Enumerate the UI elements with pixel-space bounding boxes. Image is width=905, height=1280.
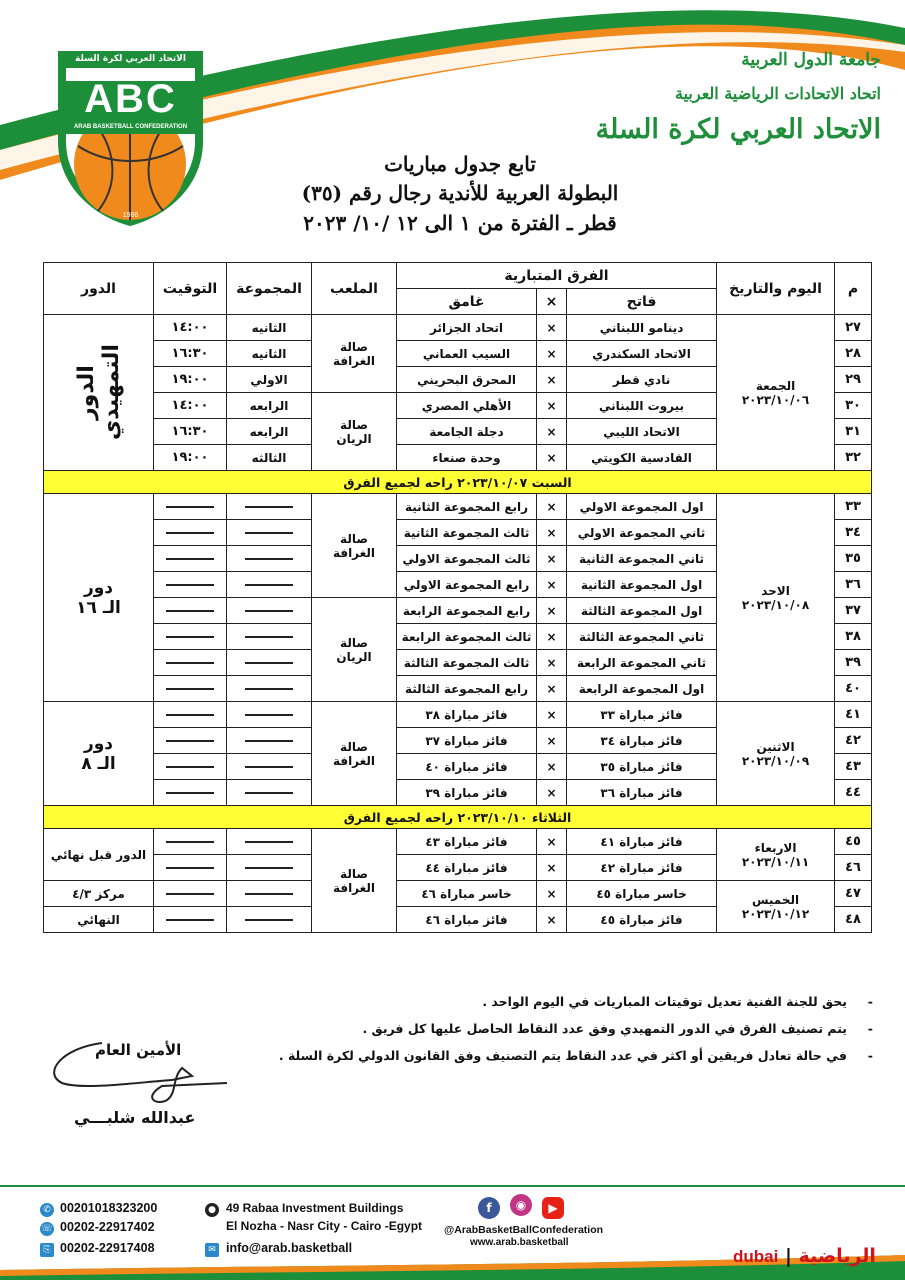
away-team: فائز مباراة ٤٣ bbox=[397, 829, 537, 855]
vs-mark: × bbox=[537, 676, 567, 702]
table-row bbox=[44, 494, 872, 520]
home-team: خاسر مباراة ٤٥ bbox=[567, 881, 717, 907]
org-basketball-confederation: الاتحاد العربي لكرة السلة bbox=[595, 114, 881, 145]
time-tbd bbox=[154, 907, 227, 933]
day-name: الاثنين bbox=[756, 739, 795, 754]
championship-title: البطولة العربية للأندية رجال رقم (٣٥) bbox=[301, 181, 619, 205]
venue-line2: الريان bbox=[336, 649, 372, 664]
vs-mark: × bbox=[537, 780, 567, 806]
match-num: ٣٦ bbox=[835, 572, 872, 598]
home-team: اول المجموعة الرابعة bbox=[567, 676, 717, 702]
phone-icon: ✆ bbox=[40, 1203, 54, 1217]
venue-gharafa bbox=[312, 494, 397, 598]
group: الثانيه bbox=[227, 315, 312, 341]
round-prelim bbox=[44, 315, 154, 471]
home-team: فائز مباراة ٣٥ bbox=[567, 754, 717, 780]
time: ١٦:٣٠ bbox=[154, 341, 227, 367]
away-team: خاسر مباراة ٤٦ bbox=[397, 881, 537, 907]
group-tbd bbox=[227, 780, 312, 806]
away-team: السيب العماني bbox=[397, 341, 537, 367]
round-8 bbox=[44, 702, 154, 806]
away-team: فائز مباراة ٤٠ bbox=[397, 754, 537, 780]
match-num: ٤٥ bbox=[835, 829, 872, 855]
venue-line1: صالة bbox=[340, 417, 368, 432]
away-team: فائز مباراة ٣٧ bbox=[397, 728, 537, 754]
away-team: دجلة الجامعة bbox=[397, 419, 537, 445]
vs-mark: × bbox=[537, 728, 567, 754]
rest-day-row bbox=[44, 471, 872, 494]
group-tbd bbox=[227, 855, 312, 881]
vs-mark: × bbox=[537, 881, 567, 907]
youtube-icon[interactable]: ▶ bbox=[542, 1197, 564, 1219]
away-team: فائز مباراة ٤٦ bbox=[397, 907, 537, 933]
day-name: الخميس bbox=[751, 892, 800, 907]
group-tbd bbox=[227, 624, 312, 650]
time-tbd bbox=[154, 598, 227, 624]
vs-mark: × bbox=[537, 546, 567, 572]
match-num: ٤٧ bbox=[835, 881, 872, 907]
vs-mark: × bbox=[537, 650, 567, 676]
col-time: التوقيت bbox=[154, 263, 227, 315]
match-num: ٢٨ bbox=[835, 341, 872, 367]
period-title: قطر ـ الفترة من ١ الى ١٢ /١٠/ ٢٠٢٣ bbox=[303, 211, 617, 235]
time-tbd bbox=[154, 572, 227, 598]
match-num: ٣٢ bbox=[835, 445, 872, 471]
vs-mark: × bbox=[537, 702, 567, 728]
home-team: ثاني المجموعة الاولي bbox=[567, 520, 717, 546]
col-group: المجموعة bbox=[227, 263, 312, 315]
match-num: ٣٨ bbox=[835, 624, 872, 650]
table-row bbox=[44, 702, 872, 728]
day-wednesday bbox=[717, 829, 835, 881]
match-num: ٣٠ bbox=[835, 393, 872, 419]
logo-year-text: 1966 bbox=[122, 212, 139, 219]
address-line1: 49 Rabaa Investment Buildings bbox=[226, 1201, 404, 1215]
home-team: الاتحاد الليبي bbox=[567, 419, 717, 445]
header-row bbox=[44, 263, 872, 289]
venue-line1: صالة bbox=[340, 635, 368, 650]
day-date: ٢٠٢٣/١٠/١٢ bbox=[741, 906, 810, 921]
home-team: الاتحاد السكندري bbox=[567, 341, 717, 367]
away-team: فائز مباراة ٤٤ bbox=[397, 855, 537, 881]
home-team: اول المجموعة الثالثة bbox=[567, 598, 717, 624]
home-team: فائز مباراة ٣٣ bbox=[567, 702, 717, 728]
match-num: ٣٤ bbox=[835, 520, 872, 546]
location-icon: ● bbox=[205, 1203, 219, 1217]
match-num: ٤١ bbox=[835, 702, 872, 728]
away-team: رابع المجموعة الثالثة bbox=[397, 676, 537, 702]
group-tbd bbox=[227, 881, 312, 907]
home-team: نادي قطر bbox=[567, 367, 717, 393]
phone-2: 00202-22917402 bbox=[60, 1220, 155, 1234]
home-team: القادسية الكويتي bbox=[567, 445, 717, 471]
note-item: - في حالة تعادل فريقين أو اكثر في عدد النقاط يتم التصنيف وفق القانون الدولي لكرة السلة . bbox=[247, 1048, 847, 1063]
round-label: الـ ١٦ bbox=[76, 597, 121, 618]
col-round: الدور bbox=[44, 263, 154, 315]
schedule-table bbox=[43, 262, 872, 933]
col-vs: × bbox=[537, 289, 567, 315]
away-team: فائز مباراة ٣٩ bbox=[397, 780, 537, 806]
match-num: ٣٩ bbox=[835, 650, 872, 676]
match-num: ٤٢ bbox=[835, 728, 872, 754]
match-num: ٤٨ bbox=[835, 907, 872, 933]
email-address[interactable]: info@arab.basketball bbox=[226, 1241, 353, 1255]
vs-mark: × bbox=[537, 572, 567, 598]
round-label: دور bbox=[83, 577, 114, 598]
match-num: ٤٠ bbox=[835, 676, 872, 702]
away-team: ثالث المجموعة الرابعة bbox=[397, 624, 537, 650]
away-team: وحدة صنعاء bbox=[397, 445, 537, 471]
signature-name: عبدالله شلبـــي bbox=[74, 1108, 196, 1127]
home-team: ثاني المجموعة الثانية bbox=[567, 546, 717, 572]
dubai-sports-logo: الرياضية | dubai bbox=[733, 1245, 876, 1267]
group: الثالثه bbox=[227, 445, 312, 471]
vs-mark: × bbox=[537, 419, 567, 445]
round-label: الـ ٨ bbox=[81, 753, 116, 774]
group: الاولي bbox=[227, 367, 312, 393]
time-tbd bbox=[154, 780, 227, 806]
round-label: الدور التمهيدي bbox=[73, 344, 124, 441]
group-tbd bbox=[227, 598, 312, 624]
group: الثانيه bbox=[227, 341, 312, 367]
venue-line1: صالة bbox=[340, 531, 368, 546]
table-row bbox=[44, 881, 872, 907]
col-winner: فاتح bbox=[567, 289, 717, 315]
away-team: ثالث المجموعة الثالثة bbox=[397, 650, 537, 676]
round-label: دور bbox=[83, 733, 114, 754]
venue-line2: الغرافة bbox=[332, 880, 376, 895]
vs-mark: × bbox=[537, 315, 567, 341]
confederation-logo bbox=[48, 46, 213, 228]
day-name: الجمعة bbox=[755, 378, 796, 393]
venue-rayyan bbox=[312, 598, 397, 702]
col-dark: غامق bbox=[397, 289, 537, 315]
time-tbd bbox=[154, 624, 227, 650]
org-sports-federations: اتحاد الاتحادات الرياضية العربية bbox=[675, 84, 881, 103]
table-row bbox=[44, 829, 872, 855]
day-date: ٢٠٢٣/١٠/٠٦ bbox=[741, 392, 810, 407]
home-team: فائز مباراة ٣٤ bbox=[567, 728, 717, 754]
group-tbd bbox=[227, 546, 312, 572]
round-final: النهائي bbox=[44, 907, 154, 933]
group-tbd bbox=[227, 728, 312, 754]
group-tbd bbox=[227, 494, 312, 520]
page-title: تابع جدول مباريات bbox=[384, 152, 536, 176]
time-tbd bbox=[154, 546, 227, 572]
phone-1: 00201018323200 bbox=[60, 1201, 158, 1215]
match-num: ٤٣ bbox=[835, 754, 872, 780]
round-semi: الدور قبل نهائي bbox=[44, 829, 154, 881]
group-tbd bbox=[227, 754, 312, 780]
venue-line1: صالة bbox=[340, 339, 368, 354]
match-num: ٢٧ bbox=[835, 315, 872, 341]
round-16 bbox=[44, 494, 154, 702]
org-arab-league: جامعة الدول العربية bbox=[741, 50, 881, 70]
venue-gharafa bbox=[312, 829, 397, 933]
match-num: ٢٩ bbox=[835, 367, 872, 393]
vs-mark: × bbox=[537, 494, 567, 520]
col-venue: الملعب bbox=[312, 263, 397, 315]
home-team: اول المجموعة الاولي bbox=[567, 494, 717, 520]
time-tbd bbox=[154, 829, 227, 855]
match-num: ٤٦ bbox=[835, 855, 872, 881]
group: الرابعه bbox=[227, 393, 312, 419]
match-num: ٣١ bbox=[835, 419, 872, 445]
group-tbd bbox=[227, 650, 312, 676]
rest-day-label: السبت ٢٠٢٣/١٠/٠٧ راحه لجميع الفرق bbox=[44, 471, 872, 494]
vs-mark: × bbox=[537, 754, 567, 780]
vs-mark: × bbox=[537, 829, 567, 855]
venue-line1: صالة bbox=[340, 866, 368, 881]
away-team: الأهلي المصري bbox=[397, 393, 537, 419]
home-team: فائز مباراة ٤١ bbox=[567, 829, 717, 855]
day-thursday bbox=[717, 881, 835, 933]
website[interactable]: www.arab.basketball bbox=[470, 1237, 569, 1248]
col-teams: الفرق المتبارية bbox=[397, 263, 717, 289]
away-team: فائز مباراة ٣٨ bbox=[397, 702, 537, 728]
day-monday bbox=[717, 702, 835, 806]
time: ١٩:٠٠ bbox=[154, 445, 227, 471]
day-sunday bbox=[717, 494, 835, 702]
time-tbd bbox=[154, 520, 227, 546]
time-tbd bbox=[154, 855, 227, 881]
time: ١٤:٠٠ bbox=[154, 315, 227, 341]
home-team: فائز مباراة ٤٢ bbox=[567, 855, 717, 881]
rest-day-row bbox=[44, 806, 872, 829]
vs-mark: × bbox=[537, 907, 567, 933]
home-team: دينامو اللبناني bbox=[567, 315, 717, 341]
fax-icon: ⎘ bbox=[40, 1243, 54, 1257]
vs-mark: × bbox=[537, 855, 567, 881]
time-tbd bbox=[154, 676, 227, 702]
group-tbd bbox=[227, 829, 312, 855]
rest-day-label: الثلاثاء ٢٠٢٣/١٠/١٠ راحه لجميع الفرق bbox=[44, 806, 872, 829]
telephone-icon: ☏ bbox=[41, 1224, 53, 1234]
day-name: الاحد bbox=[761, 583, 790, 598]
match-num: ٣٥ bbox=[835, 546, 872, 572]
venue-gharafa bbox=[312, 702, 397, 806]
venue-line1: صالة bbox=[340, 739, 368, 754]
address-line2: El Nozha - Nasr City - Cairo -Egypt bbox=[226, 1219, 423, 1233]
day-date: ٢٠٢٣/١٠/٠٨ bbox=[741, 597, 810, 612]
vs-mark: × bbox=[537, 520, 567, 546]
time-tbd bbox=[154, 494, 227, 520]
note-item: - يتم تصنيف الفرق في الدور التمهيدي وفق عدد النقاط الحاصل عليها كل فريق . bbox=[247, 1021, 847, 1036]
col-num: م bbox=[835, 263, 872, 315]
away-team: رابع المجموعة الرابعة bbox=[397, 598, 537, 624]
group-tbd bbox=[227, 907, 312, 933]
away-team: المحرق البحريني bbox=[397, 367, 537, 393]
home-team: فائز مباراة ٤٥ bbox=[567, 907, 717, 933]
vs-mark: × bbox=[537, 341, 567, 367]
brand-latin: dubai bbox=[733, 1247, 779, 1266]
venue-gharafa bbox=[312, 315, 397, 393]
away-team: رابع المجموعة الاولي bbox=[397, 572, 537, 598]
time: ١٦:٣٠ bbox=[154, 419, 227, 445]
signature-scribble bbox=[42, 1028, 232, 1108]
logo-abc-text: ABC bbox=[84, 77, 177, 121]
group: الرابعه bbox=[227, 419, 312, 445]
home-team: ثاني المجموعة الرابعة bbox=[567, 650, 717, 676]
vs-mark: × bbox=[537, 624, 567, 650]
venue-line2: الريان bbox=[336, 431, 372, 446]
signature-title: الأمين العام bbox=[95, 1041, 182, 1059]
notes-list bbox=[247, 994, 847, 1075]
away-team: رابع المجموعة الثانية bbox=[397, 494, 537, 520]
col-day-date: اليوم والتاريخ bbox=[717, 263, 835, 315]
round-third: مركز ٤/٣ bbox=[44, 881, 154, 907]
day-friday bbox=[717, 315, 835, 471]
venue-line2: الغرافة bbox=[332, 753, 376, 768]
note-item: - يحق للجنة الفنية تعديل توقيتات المباريات في اليوم الواحد . bbox=[247, 994, 847, 1009]
vs-mark: × bbox=[537, 598, 567, 624]
social-handle[interactable]: @ArabBasketBallConfederation bbox=[444, 1224, 604, 1236]
logo-english-text: ARAB BASKETBALL CONFEDERATION bbox=[73, 124, 188, 130]
time-tbd bbox=[154, 728, 227, 754]
vs-mark: × bbox=[537, 393, 567, 419]
brand-arabic: الرياضية bbox=[798, 1245, 876, 1267]
time: ١٤:٠٠ bbox=[154, 393, 227, 419]
away-team: ثالث المجموعة الثانية bbox=[397, 520, 537, 546]
venue-line2: الغرافة bbox=[332, 545, 376, 560]
home-team: اول المجموعة الثانية bbox=[567, 572, 717, 598]
home-team: فائز مباراة ٣٦ bbox=[567, 780, 717, 806]
venue-line2: الغرافة bbox=[332, 353, 376, 368]
group-tbd bbox=[227, 572, 312, 598]
instagram-icon[interactable]: ◉ bbox=[510, 1194, 532, 1216]
day-date: ٢٠٢٣/١٠/٠٩ bbox=[741, 753, 810, 768]
match-num: ٤٤ bbox=[835, 780, 872, 806]
match-num: ٣٣ bbox=[835, 494, 872, 520]
time: ١٩:٠٠ bbox=[154, 367, 227, 393]
day-date: ٢٠٢٣/١٠/١١ bbox=[741, 854, 810, 869]
facebook-icon[interactable]: f bbox=[478, 1197, 500, 1219]
day-name: الاربعاء bbox=[754, 840, 797, 855]
vs-mark: × bbox=[537, 367, 567, 393]
table-row bbox=[44, 315, 872, 341]
time-tbd bbox=[154, 650, 227, 676]
home-team: ثاني المجموعة الثالثة bbox=[567, 624, 717, 650]
time-tbd bbox=[154, 702, 227, 728]
email-icon: ✉ bbox=[205, 1243, 219, 1257]
group-tbd bbox=[227, 520, 312, 546]
home-team: بيروت اللبناني bbox=[567, 393, 717, 419]
vs-mark: × bbox=[537, 445, 567, 471]
group-tbd bbox=[227, 676, 312, 702]
away-team: اتحاد الجزائر bbox=[397, 315, 537, 341]
time-tbd bbox=[154, 881, 227, 907]
away-team: ثالث المجموعة الاولي bbox=[397, 546, 537, 572]
time-tbd bbox=[154, 754, 227, 780]
venue-rayyan bbox=[312, 393, 397, 471]
fax-number: 00202-22917408 bbox=[60, 1241, 155, 1255]
match-num: ٣٧ bbox=[835, 598, 872, 624]
group-tbd bbox=[227, 702, 312, 728]
logo-arabic-text: الاتحاد العربي لكرة السلة bbox=[75, 54, 186, 64]
